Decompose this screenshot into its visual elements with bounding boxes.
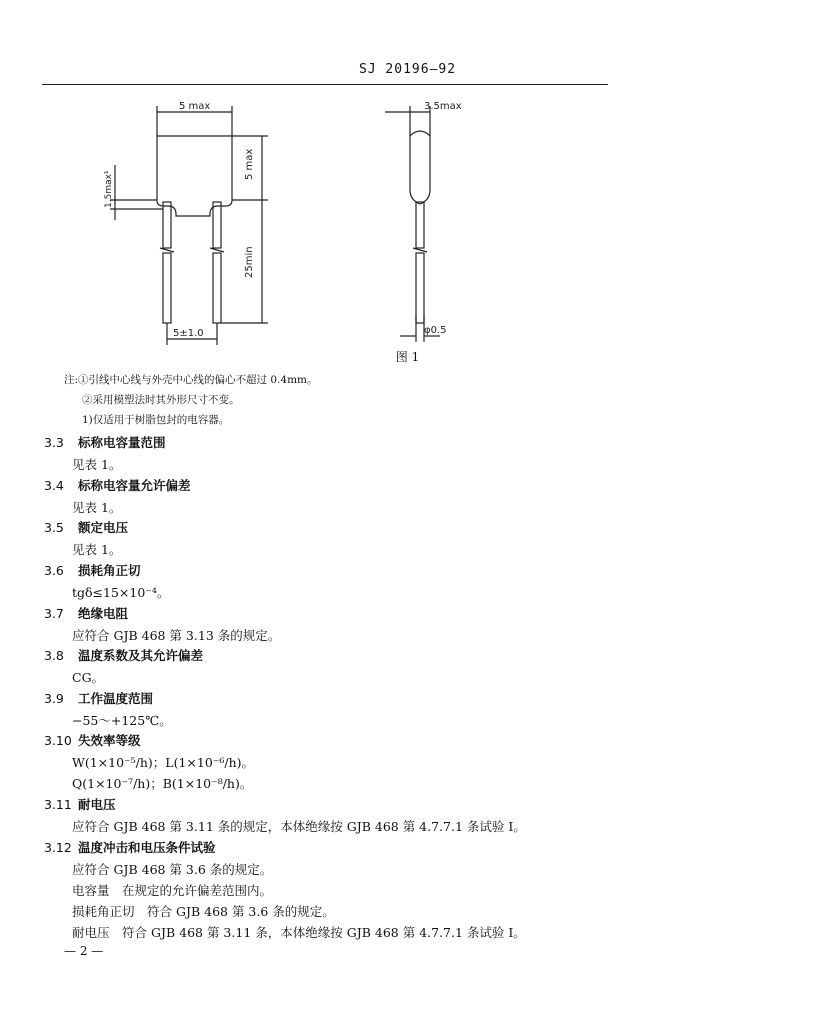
section-body: 见表 1。 <box>72 542 122 557</box>
section-body: 见表 1。 <box>72 457 122 472</box>
note-line-2: ②采用模塑法时其外形尺寸不变。 <box>82 394 240 406</box>
dim-offset-label: 1.5max¹ <box>104 170 114 208</box>
dim-thickness-label: 3.5max <box>424 101 462 112</box>
capacitor-drawing <box>0 90 815 352</box>
section-body: 见表 1。 <box>72 500 122 515</box>
section-heading: 3.7 绝缘电阻 <box>44 606 129 621</box>
dim-height-label: 5 max <box>244 148 255 180</box>
section-body: Q(1×10⁻⁷/h)；B(1×10⁻⁸/h)。 <box>72 776 253 791</box>
dim-pitch-label: 5±1.0 <box>173 328 204 339</box>
section-heading: 3.11 耐电压 <box>44 797 116 812</box>
dim-lead-label: 25min <box>244 246 255 278</box>
section-body: −55～+125℃。 <box>72 713 172 728</box>
section-heading: 3.6 损耗角正切 <box>44 563 141 578</box>
section-heading: 3.4 标称电容量允许偏差 <box>44 478 191 493</box>
document-header-code: SJ 20196—92 <box>358 62 457 77</box>
note-line-1: 注:①引线中心线与外壳中心线的偏心不超过 0.4mm。 <box>64 374 318 386</box>
section-body: 应符合 GJB 468 第 3.13 条的规定。 <box>72 628 281 643</box>
section-body: W(1×10⁻⁵/h)；L(1×10⁻⁶/h)。 <box>72 755 255 770</box>
section-body: 应符合 GJB 468 第 3.11 条的规定，本体绝缘按 GJB 468 第 4.7.7.1 条试验 Ⅰ。 <box>72 819 526 834</box>
section-heading: 3.8 温度系数及其允许偏差 <box>44 648 204 663</box>
section-body: 应符合 GJB 468 第 3.6 条的规定。 <box>72 862 273 877</box>
section-heading: 3.12 温度冲击和电压条件试验 <box>44 840 216 855</box>
section-body: 耐电压 符合 GJB 468 第 3.11 条，本体绝缘按 GJB 468 第 4.7.7.1 条试验 Ⅰ。 <box>72 925 526 940</box>
section-heading: 3.9 工作温度范围 <box>44 691 154 706</box>
header-rule <box>42 84 608 85</box>
dim-width-label: 5 max <box>179 101 211 112</box>
section-heading: 3.10 失效率等级 <box>44 733 141 748</box>
note-line-3: 1)仅适用于树脂包封的电容器。 <box>82 414 230 426</box>
section-body: CG。 <box>72 670 105 685</box>
page-number: — 2 — <box>64 944 104 958</box>
section-body: 损耗角正切 符合 GJB 468 第 3.6 条的规定。 <box>72 904 335 919</box>
section-body: tgδ≤15×10⁻⁴。 <box>72 585 170 600</box>
section-heading: 3.5 额定电压 <box>44 520 129 535</box>
section-body: 电容量 在规定的允许偏差范围内。 <box>72 883 273 898</box>
section-heading: 3.3 标称电容量范围 <box>44 435 166 450</box>
dim-diameter-label: φ0.5 <box>424 325 447 336</box>
figure-caption: 图 1 <box>395 350 420 364</box>
